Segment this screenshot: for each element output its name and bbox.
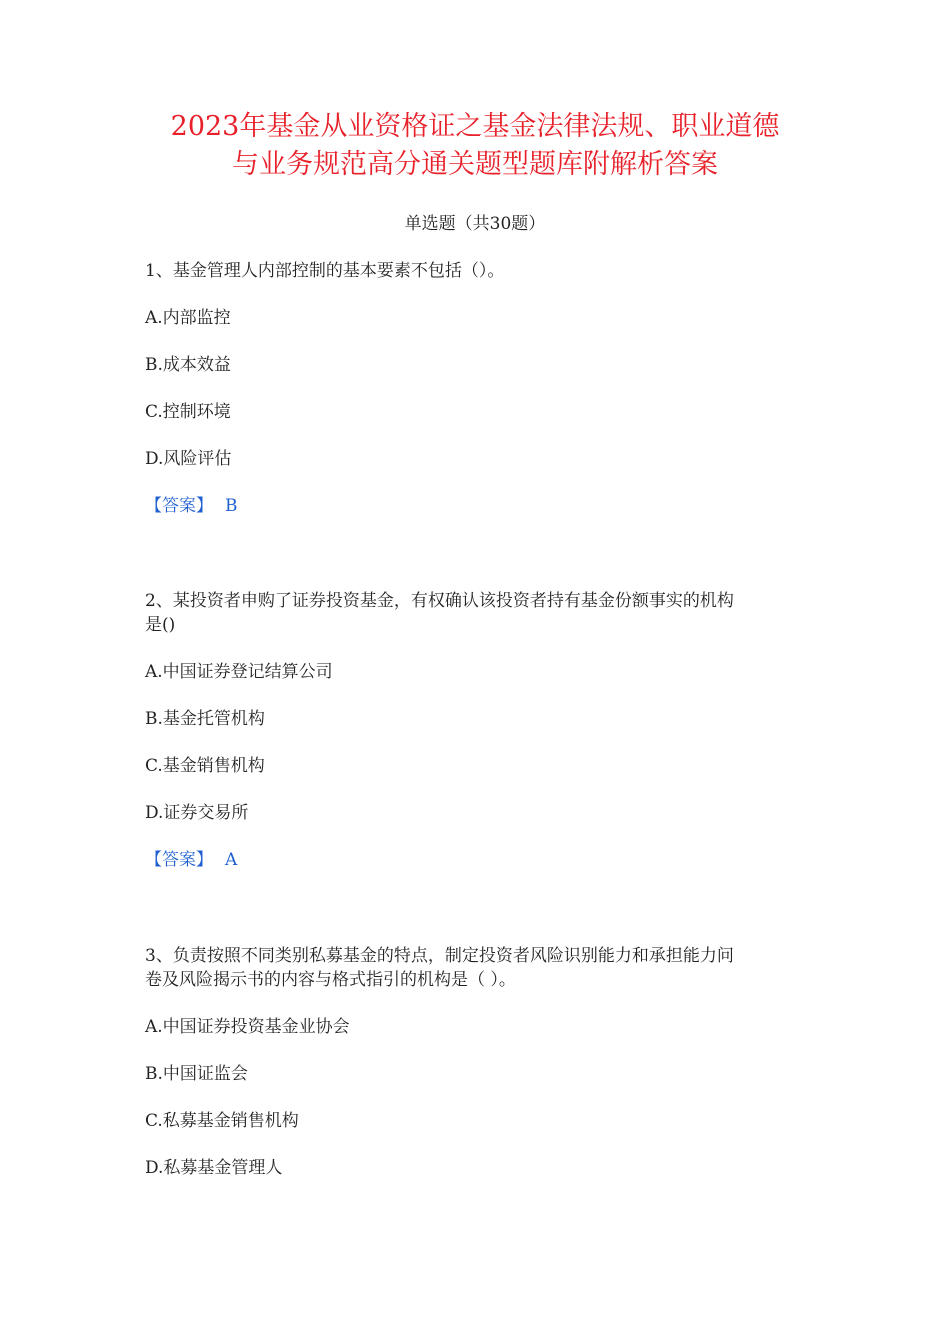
answer-label: 【答案】 [145,496,213,516]
option-d: D.证券交易所 [145,803,249,823]
answer-label: 【答案】 [145,850,213,870]
question-stem-continued: 卷及风险揭示书的内容与格式指引的机构是（ ）。 [145,970,516,990]
answer-value: B [225,496,238,516]
option-a: A.中国证券登记结算公司 [145,662,333,682]
question-stem: 2、某投资者申购了证券投资基金，有权确认该投资者持有基金份额事实的机构 [145,591,734,611]
option-b: B.基金托管机构 [145,709,265,729]
option-c: C.私募基金销售机构 [145,1111,299,1131]
answer-value: A [225,850,238,870]
question-stem-continued: 是() [145,615,176,635]
option-a: A.内部监控 [145,308,231,328]
document-title-line-2: 与业务规范高分通关题型题库附解析答案 [232,149,718,180]
answer-line [145,848,237,872]
option-b: B.成本效益 [145,355,231,375]
option-c: C.控制环境 [145,402,231,422]
question-stem: 3、负责按照不同类别私募基金的特点，制定投资者风险识别能力和承担能力问 [145,946,734,966]
option-a: A.中国证券投资基金业协会 [145,1017,350,1037]
answer-line [145,494,238,518]
document-title-line-1: 2023年基金从业资格证之基金法律法规、职业道德 [170,111,780,142]
option-b: B.中国证监会 [145,1064,248,1084]
option-d: D.风险评估 [145,449,232,469]
question-stem: 1、基金管理人内部控制的基本要素不包括（）。 [145,261,505,281]
option-c: C.基金销售机构 [145,756,265,776]
section-heading: 单选题（共30题） [404,214,546,234]
option-d: D.私募基金管理人 [145,1158,283,1178]
